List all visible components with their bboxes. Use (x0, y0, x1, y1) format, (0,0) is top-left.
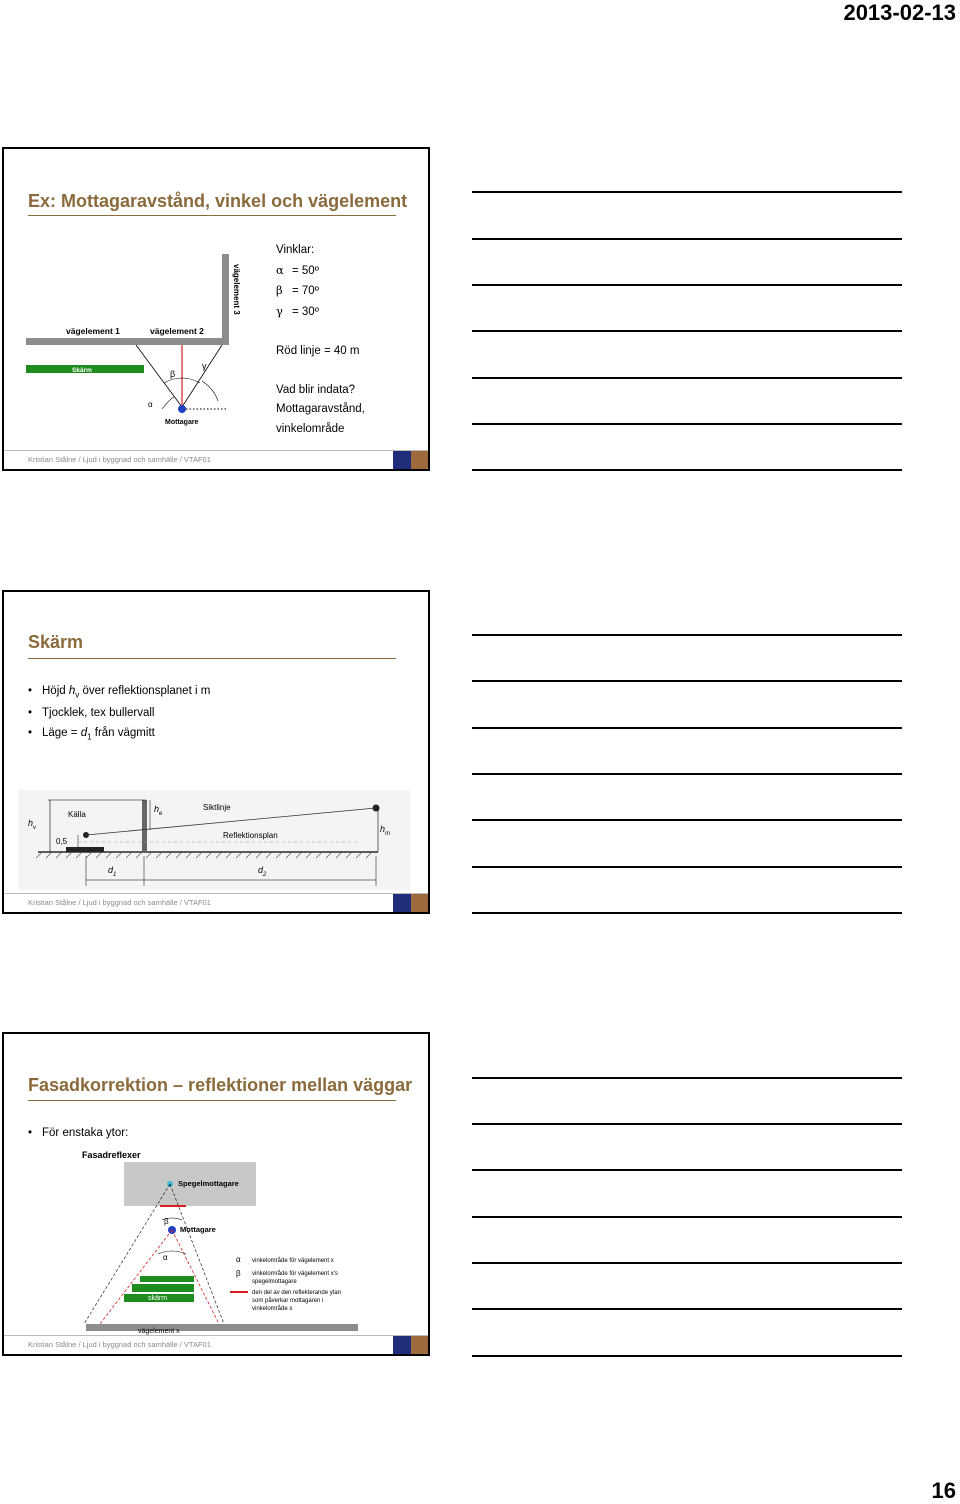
angle-gamma: γ = 30º (276, 303, 319, 318)
note-line (472, 634, 902, 636)
slide-title: Skärm (28, 632, 84, 652)
road-surface (66, 847, 104, 852)
legend-red-text-2: som påverkar mottagaren i (252, 1298, 324, 1304)
receiver-label: Mottagare (165, 419, 199, 426)
note-line (472, 284, 902, 286)
note-line (472, 866, 902, 868)
road-element-3-label: vägelement 3 (232, 264, 241, 315)
angle-beta: β = 70º (276, 283, 319, 297)
note-line (472, 1308, 902, 1310)
footer-logo-brown (411, 451, 428, 469)
receiver-label: Mottagare (180, 1225, 216, 1234)
note-line (472, 330, 902, 332)
bullet-list (28, 685, 210, 750)
beta-label: β (164, 1217, 169, 1226)
title-rule (28, 1100, 396, 1101)
legend-red-text-1: den del av den reflekterande ytan (252, 1290, 342, 1296)
screen-label: Skärm (72, 367, 92, 374)
height-05-label: 0,5 (56, 837, 68, 846)
note-line (472, 423, 902, 425)
facade-heading: Fasadreflexer (82, 1150, 141, 1160)
slide-footer (4, 893, 428, 912)
title-rule (28, 658, 396, 659)
screen-wall (142, 800, 147, 852)
d2-label: $d_2$ (258, 865, 267, 878)
road-x-label: vägelement x (138, 1328, 180, 1335)
slide-3 (2, 1032, 430, 1356)
bullet-item: • Tjocklek, tex bullervall (28, 707, 210, 719)
note-line (472, 1216, 902, 1218)
legend-beta-symbol: β (236, 1269, 241, 1278)
slide-footer (4, 1335, 428, 1354)
slide-title: Fasadkorrektion – reflektioner mellan väggar (28, 1075, 413, 1095)
note-line (472, 1123, 902, 1125)
footer-logo-brown (411, 894, 428, 912)
footer-logo-blue (393, 894, 411, 912)
he-label: $h_e$ (154, 804, 163, 817)
note-line (472, 680, 902, 682)
note-line (472, 727, 902, 729)
sightline-label: Siktlinje (203, 803, 231, 812)
beta-label: β (170, 369, 176, 379)
road-diagram (22, 249, 272, 449)
footer-text: Kristian Stålne / Ljud i byggnad och samhälle / VTAF01 (28, 1340, 211, 1349)
page-number: 16 (931, 1478, 956, 1503)
note-line (472, 238, 902, 240)
spacer (276, 361, 365, 381)
bullet-item: • Höjd $h_v$ över reflektionsplanet i m (28, 685, 210, 699)
slide-title: Ex: Mottagaravstånd, vinkel och vägelement (28, 191, 408, 211)
bullet-item: • Läge = $d_1$ från vägmitt (28, 727, 210, 741)
alpha-label: α (163, 1253, 168, 1262)
footer-logo-brown (411, 1336, 428, 1354)
screen-label: skärm (148, 1295, 168, 1302)
answer-line-1: Mottagaravstånd, (276, 403, 365, 415)
note-line (472, 469, 902, 471)
slide-1 (2, 147, 430, 471)
footer-logo-blue (393, 1336, 411, 1354)
road-element-x (86, 1324, 358, 1331)
d1-label: $d_1$ (108, 865, 117, 878)
reflection-plane-label: Reflektionsplan (223, 831, 278, 840)
footer-text: Kristian Stålne / Ljud i byggnad och samhälle / VTAF01 (28, 455, 211, 464)
question-text: Vad blir indata? (276, 383, 356, 396)
road-horizontal (26, 338, 229, 345)
page-date: 2013-02-13 (843, 0, 956, 25)
source-label: Källa (68, 810, 86, 819)
footer-logo-blue (393, 451, 411, 469)
note-line (472, 1169, 902, 1171)
screen-step-3 (140, 1276, 194, 1282)
facade-diagram (64, 1144, 364, 1334)
legend-beta-text-2: spegelmottagare (252, 1279, 297, 1285)
road-element-1-label: vägelement 1 (66, 326, 120, 336)
note-line (472, 819, 902, 821)
hv-label: $h_v$ (28, 818, 37, 831)
screen-diagram (18, 790, 410, 890)
slide-2 (2, 590, 430, 914)
note-line (472, 1262, 902, 1264)
angles-heading: Vinklar: (276, 244, 315, 256)
gamma-label: γ (202, 361, 207, 371)
legend-red-text-3: vinkelområde x (252, 1306, 293, 1312)
spacer (276, 322, 365, 342)
alpha-arc (162, 397, 174, 409)
legend-alpha-text: vinkelområde för vägelement x (252, 1258, 334, 1264)
red-line-text: Röd linje = 40 m (276, 344, 360, 357)
bullet-item: • För enstaka ytor: (28, 1127, 128, 1139)
note-line (472, 1355, 902, 1357)
slide-footer (4, 450, 428, 469)
gamma-arc (202, 381, 218, 401)
road-element-3 (222, 254, 229, 344)
note-line (472, 773, 902, 775)
note-line (472, 377, 902, 379)
mirror-receiver-label: Spegelmottagare (178, 1179, 239, 1188)
ray-right (182, 345, 222, 407)
angle-list (276, 241, 365, 439)
note-line (472, 191, 902, 193)
legend-alpha-symbol: α (236, 1255, 241, 1264)
title-rule (28, 215, 396, 216)
road-element-2-label: vägelement 2 (150, 326, 204, 336)
alpha-label: α (148, 400, 153, 409)
angle-alpha: α = 50º (276, 262, 319, 277)
receiver-dot (178, 405, 186, 413)
note-line (472, 912, 902, 914)
note-line (472, 1077, 902, 1079)
footer-text: Kristian Stålne / Ljud i byggnad och samhälle / VTAF01 (28, 898, 211, 907)
answer-line-2: vinkelområde (276, 422, 345, 435)
screen-step-2 (132, 1284, 194, 1292)
hm-label: $h_m$ (380, 824, 391, 837)
legend-beta-text-1: vinkelområde för vägelement x's (252, 1271, 338, 1277)
